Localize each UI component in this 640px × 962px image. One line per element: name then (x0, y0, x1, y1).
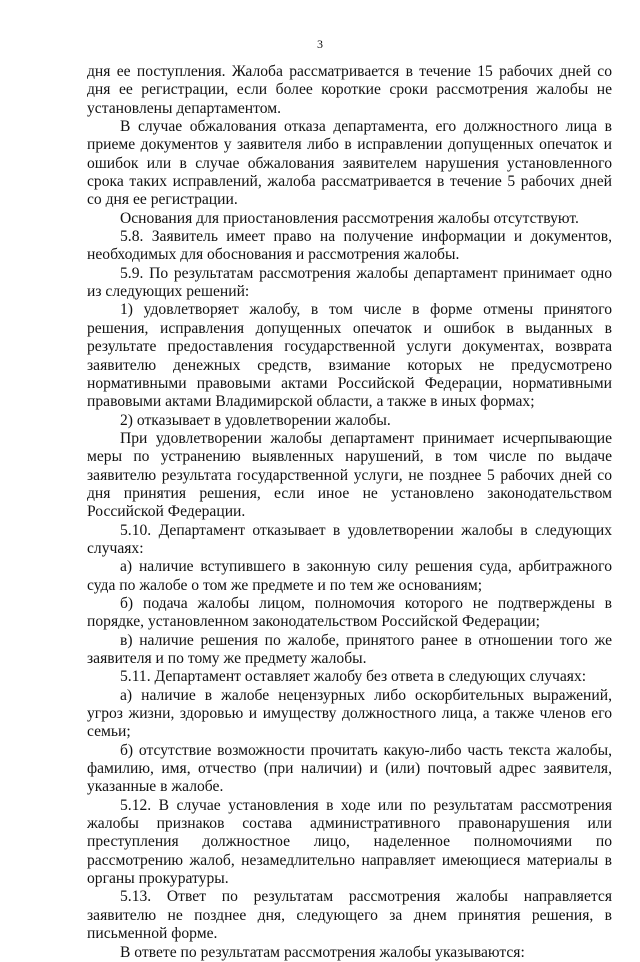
paragraph-satisfaction-measures: При удовлетворении жалобы департамент принимает исчерпывающие меры по устранению выявленных нарушений, в том числе по выдаче заявителю результата государственной услуги, не позднее 5 рабочих дней со дня принятия решения, если иное не установлено законодательством Российской Федерации. (87, 429, 612, 521)
clause-5-9-item-2: 2) отказывает в удовлетворении жалобы. (120, 411, 391, 429)
paragraph-continuation: дня ее поступления. Жалоба рассматривается в течение 15 рабочих дней со дня ее регистрации, если более короткие сроки рассмотрения жалобы не установлены департаментом. (87, 63, 612, 117)
clause-5-10-item-a: а) наличие вступившего в законную силу решения суда, арбитражного суда по жалобе о том же предмете и по тем же основаниям; (87, 558, 612, 594)
clause-5-13: 5.13. Ответ по результатам рассмотрения жалобы направляется заявителю не позднее дня, следующего за днем принятия решения, в письменной форме. (87, 888, 612, 943)
document-body (87, 63, 612, 962)
clause-5-11-item-b: б) отсутствие возможности прочитать какую-либо часть текста жалобы, фамилию, имя, отчество (при наличии) и (или) почтовый адрес заявителя, указанные в жалобе. (87, 741, 612, 796)
clause-5-8: 5.8. Заявитель имеет право на получение информации и документов, необходимых для обоснования и рассмотрения жалобы. (87, 228, 612, 264)
paragraph-response-contents: В ответе по результатам рассмотрения жалобы указываются: (120, 943, 525, 961)
clause-5-10-item-b: б) подача жалобы лицом, полномочия которого не подтверждены в порядке, установленном законодательством Российской Федерации; (87, 594, 612, 631)
clause-5-9-item-1: 1) удовлетворяет жалобу, в том числе в форме отмены принятого решения, исправления допущенных опечаток и ошибок в выданных в результате предоставления государственной услуги документах, возврата заявителю денежных средств, взимание которых не предусмотрено нормативными правовыми актами Российской Федерации, нормативными правовыми актами Владимирской области, а также в иных формах; (87, 301, 612, 411)
paragraph-no-suspension: Основания для приостановления рассмотрения жалобы отсутствуют. (120, 209, 579, 227)
clause-5-12: 5.12. В случае установления в ходе или по результатам рассмотрения жалобы признаков состава административного правонарушения или преступления должностное лицо, наделенное полномочиями по рассмотрению жалоб, незамедлительно направляет имеющиеся материалы в органы прокуратуры. (87, 796, 612, 888)
page-number: 3 (317, 37, 323, 51)
clause-5-11-item-a: а) наличие в жалобе нецензурных либо оскорбительных выражений, угроз жизни, здоровью и имуществу должностного лица, а также членов его семьи; (87, 686, 612, 741)
paragraph-appeal-refusal: В случае обжалования отказа департамента, его должностного лица в приеме документов у заявителя либо в исправлении допущенных опечаток и ошибок или в случае обжалования заявителем нарушения установленного срока таких исправлений, жалоба рассматривается в течение 5 рабочих дней со дня ее регистрации. (87, 118, 612, 209)
clause-5-10-item-c: в) наличие решения по жалобе, принятого ранее в отношении того же заявителя и по тому же предмету жалобы. (87, 631, 612, 667)
clause-5-9: 5.9. По результатам рассмотрения жалобы департамент принимает одно из следующих решений: (87, 264, 612, 301)
clause-5-11: 5.11. Департамент оставляет жалобу без ответа в следующих случаях: (120, 668, 587, 686)
clause-5-10: 5.10. Департамент отказывает в удовлетворении жалобы в следующих случаях: (87, 521, 612, 557)
